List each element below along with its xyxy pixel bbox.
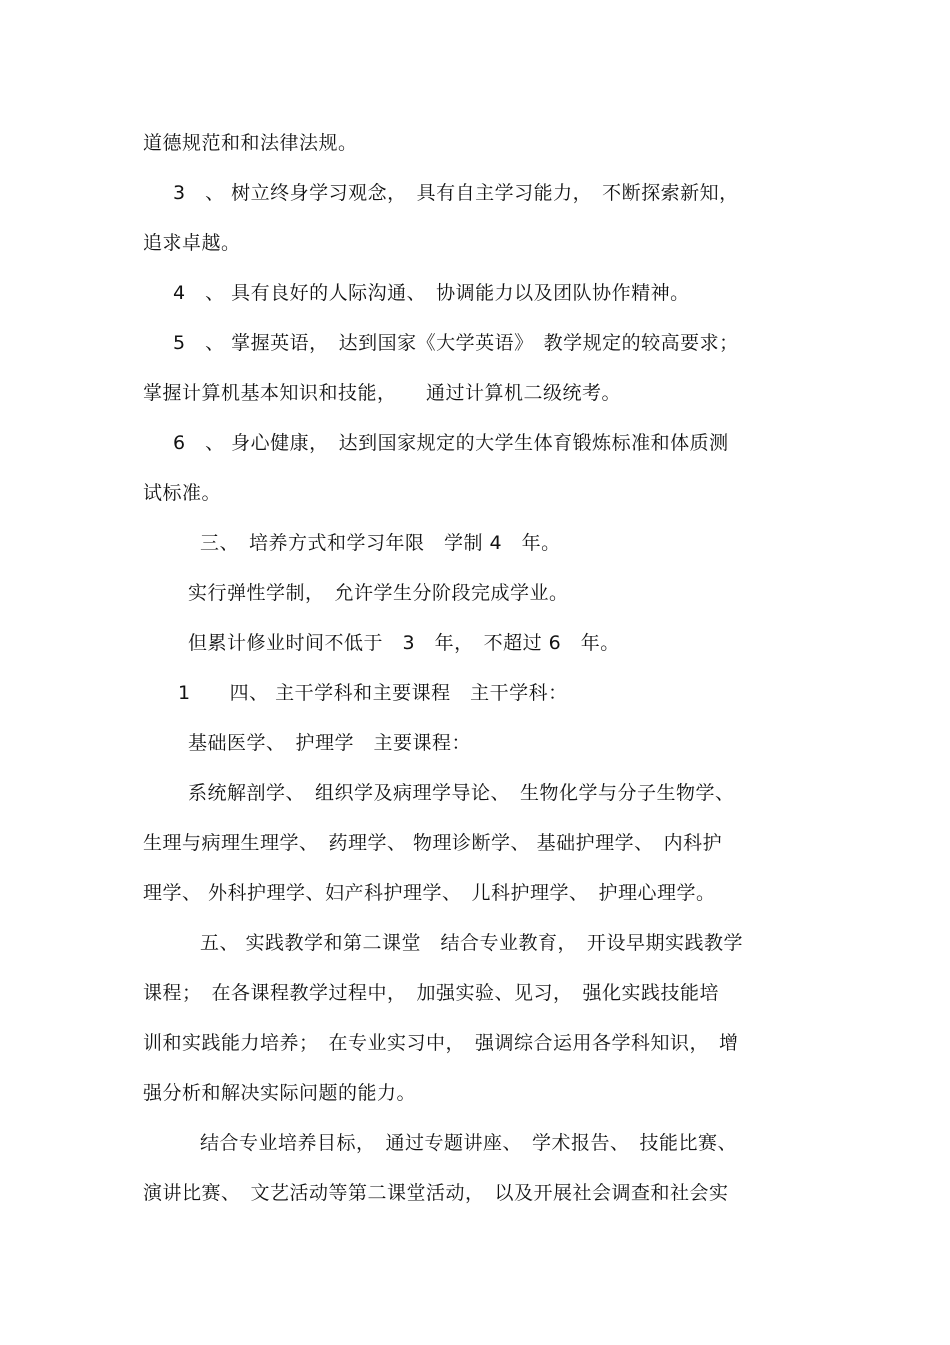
text-line: 6 、 身心健康， 达到国家规定的大学生体育锻炼标准和体质测 — [173, 432, 729, 454]
text-line: 理学、 外科护理学、妇产科护理学、 儿科护理学、 护理心理学。 — [143, 882, 716, 904]
text-line: 课程； 在各课程教学过程中， 加强实验、见习， 强化实践技能培 — [143, 982, 720, 1004]
text-line: 5 、 掌握英语， 达到国家《大学英语》 教学规定的较高要求； — [173, 332, 739, 354]
text-line: 结合专业培养目标， 通过专题讲座、 学术报告、 技能比赛、 — [200, 1132, 738, 1154]
text-line: 实行弹性学制， 允许学生分阶段完成学业。 — [188, 582, 569, 604]
text-line: 试标准。 — [143, 482, 222, 504]
text-line: 3 、 树立终身学习观念， 具有自主学习能力， 不断探索新知， — [173, 182, 739, 204]
section-heading: 五、 实践教学和第二课堂 结合专业教育， 开设早期实践教学 — [200, 932, 744, 954]
section-heading: 三、 培养方式和学习年限 学制 4 年。 — [200, 532, 561, 554]
text-line: 道德规范和和法律法规。 — [143, 132, 358, 154]
text-line: 4 、 具有良好的人际沟通、 协调能力以及团队协作精神。 — [173, 282, 690, 304]
text-line: 系统解剖学、 组织学及病理学导论、 生物化学与分子生物学、 — [188, 782, 735, 804]
text-line: 掌握计算机基本知识和技能， 通过计算机二级统考。 — [143, 382, 622, 404]
text-line: 但累计修业时间不低于 3 年， 不超过 6 年。 — [188, 632, 620, 654]
text-line: 演讲比赛、 文艺活动等第二课堂活动， 以及开展社会调查和社会实 — [143, 1182, 729, 1204]
text-line: 生理与病理生理学、 药理学、 物理诊断学、 基础护理学、 内科护 — [143, 832, 723, 854]
section-heading: 1 四、 主干学科和主要课程 主干学科： — [178, 682, 568, 704]
text-line: 追求卓越。 — [143, 232, 241, 254]
text-line: 训和实践能力培养； 在专业实习中， 强调综合运用各学科知识， 增 — [143, 1032, 739, 1054]
text-line: 强分析和解决实际问题的能力。 — [143, 1082, 417, 1104]
text-line: 基础医学、 护理学 主要课程： — [188, 732, 472, 754]
